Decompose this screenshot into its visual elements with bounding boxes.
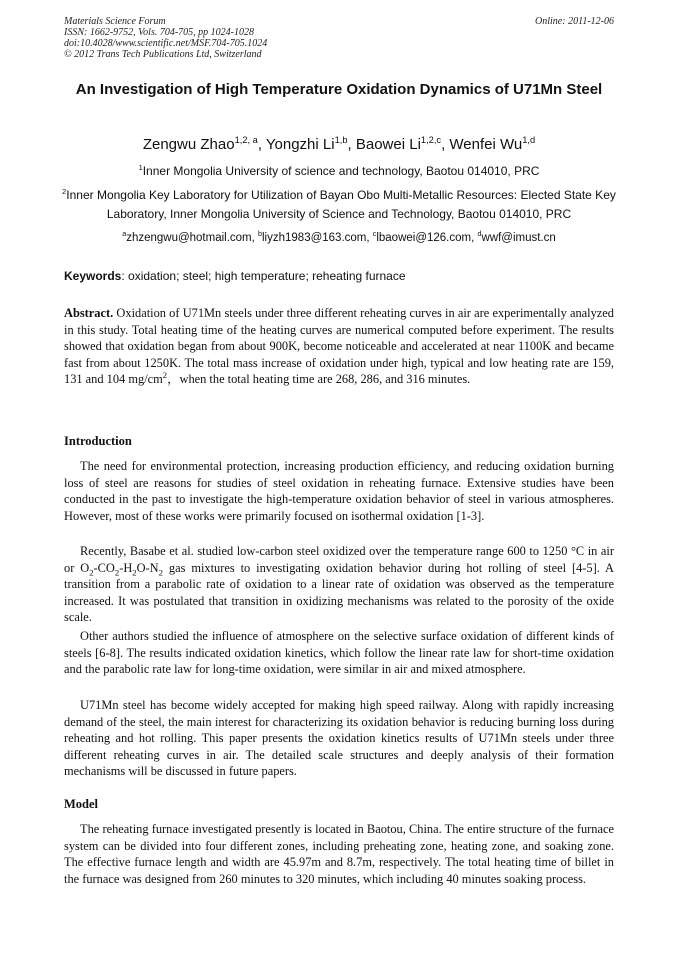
keywords (64, 267, 614, 285)
text-run: O-N (136, 560, 159, 575)
text-run: -H (119, 560, 133, 575)
email-mark: c (372, 230, 377, 239)
abstract-text: Oxidation of U71Mn steels under three different reheating curves in air are experimentally analyzed in this study. Total heating time of the heating curves are numerical computed before experiment. The results showed that oxidation began from about 900K, become noticeable and accelerated at near 1100K and became fast from about 1250K. The total mass increase of oxidation under high, typical and low heating rate are 159, 131 and 104 mg/cm (64, 306, 614, 387)
email-address[interactable]: wwf@imust.cn (481, 232, 556, 244)
email-mark: a (122, 230, 127, 239)
affiliation-2 (60, 186, 618, 224)
author-affiliation-mark: 1,b (334, 135, 348, 145)
paper-title: An Investigation of High Temperature Oxidation Dynamics of U71Mn Steel (75, 81, 603, 98)
abstract (64, 305, 614, 388)
email-mark: b (258, 230, 262, 239)
email-mark: d (477, 230, 482, 239)
copyright-line: © 2012 Trans Tech Publications Ltd, Switzerland (64, 49, 262, 60)
author-emails: $^a$zhzengwu@hotmail.com, $^b$liyzh1983@163.com, $^c$lbaowei@126.com, $^d$wwf@imust.cn (122, 230, 556, 244)
subscript: 2 (158, 567, 163, 578)
author-name: Yongzhi Li (265, 136, 335, 153)
journal-name: Materials Science Forum (64, 16, 166, 27)
model-paragraph-1: The reheating furnace investigated presently is located in Baotou, China. The entire structure of the furnace system can be divided into four different zones, including preheating zone, heating zone, and soaking zone. The effective furnace length and width are 45.97m and 8.7m, respectively. The total heating time of billet in the furnace was designed from 260 minutes to 320 minutes, which including 40 minutes soaking process. (64, 822, 614, 886)
intro-paragraph-4: U71Mn steel has become widely accepted for making high speed railway. Along with rapidly increasing demand of the steel, the main interest for characterizing its oxidation behavior is reducing burning loss during reheating and hot rolling. This paper presents the oxidation kinetics results of U71Mn steels under three different reheating curves in air. The detailed scale structures and deeply analysis of their formation mechanisms will be discussed in future papers. (64, 698, 614, 779)
intro-paragraph-2 (64, 543, 614, 626)
email-address[interactable]: lbaowei@126.com (376, 232, 472, 244)
affiliation-mark: 2 (62, 187, 67, 196)
author-name: Zengwu Zhao (142, 136, 235, 153)
text-run: Recently, Basabe et al. studied low-carbon steel oxidized over the temperature range 600 to 1250 °C in air or O (64, 544, 614, 575)
subscript: 2 (89, 567, 94, 578)
text-run: gas mixtures to investigating oxidation behavior during hot rolling of steel [4-5]. A transition from a parabolic rate of oxidation to a linear rate of oxidation was observed as the temperature increased. It was postulated that transition in oxidizing mechanisms was related to the porosity of the oxide scale. (64, 560, 614, 625)
author-name: Baowei Li (355, 136, 421, 153)
author-affiliation-mark: 1,d (522, 135, 536, 145)
section-heading-introduction: Introduction (64, 434, 132, 448)
intro-paragraph-1: The need for environmental protection, increasing production efficiency, and reducing oxidation burning loss of steel are reasons for studies of steel oxidation in reheating furnace. Extensive studies have been conducted in the past to investigate the high-temperature oxidation behavior of steel in various atmospheres. However, most of these works were primarily focused on isothermal oxidation [1-3]. (64, 459, 614, 523)
abstract-superscript: 2 (162, 370, 168, 381)
subscript: 2 (132, 567, 137, 578)
online-date: Online: 2011-12-06 (535, 16, 614, 27)
keywords-text: : oxidation; steel; high temperature; reheating furnace (121, 269, 406, 283)
author-list: Zengwu Zhao$^{1,2, a}$, Yongzhi Li$^{1,b}$, Baowei Li$^{1,2,c}$, Wenfei Wu$^{1,d}$ (142, 135, 536, 153)
author-affiliation-mark: 1,2,c (420, 135, 442, 145)
email-address[interactable]: zhzengwu@hotmail.com (126, 232, 252, 244)
text-run: -CO (93, 560, 115, 575)
publication-info (64, 16, 614, 60)
author-affiliation-mark: 1,2, a (234, 135, 258, 145)
keywords-label: Keywords (64, 269, 122, 283)
email-address[interactable]: liyzh1983@163.com (262, 232, 367, 244)
intro-paragraph-3: Other authors studied the influence of atmosphere on the selective surface oxidation of different kinds of steels [6-8]. The results indicated oxidation kinetics, which follow the linear rate law for short-time oxidation and the parabolic rate law for long-time oxidation, were similar in air and mixed atmosphere. (64, 629, 614, 677)
section-heading-model: Model (64, 797, 99, 811)
abstract-text-end: ，when the total heating time are 268, 286, and 316 minutes. (167, 372, 471, 387)
issn-line: ISSN: 1662-9752, Vols. 704-705, pp 1024-1028 (64, 27, 254, 38)
affiliation-mark: 1 (138, 163, 143, 172)
affiliation-text: Inner Mongolia University of science and technology, Baotou 014010, PRC (142, 164, 540, 178)
running-header (64, 16, 614, 60)
subscript: 2 (114, 567, 120, 578)
abstract-label: Abstract. (64, 306, 114, 320)
author-name: Wenfei Wu (449, 136, 523, 153)
doi-line: doi:10.4028/www.scientific.net/MSF.704-705.1024 (64, 38, 268, 49)
affiliation-text: Inner Mongolia Key Laboratory for Utilization of Bayan Obo Multi-Metallic Resources: Elected State Key Laboratory, Inner Mongolia University of Science and Technology, Baotou 014010, PRC (66, 188, 616, 221)
affiliation-1 (60, 162, 618, 181)
